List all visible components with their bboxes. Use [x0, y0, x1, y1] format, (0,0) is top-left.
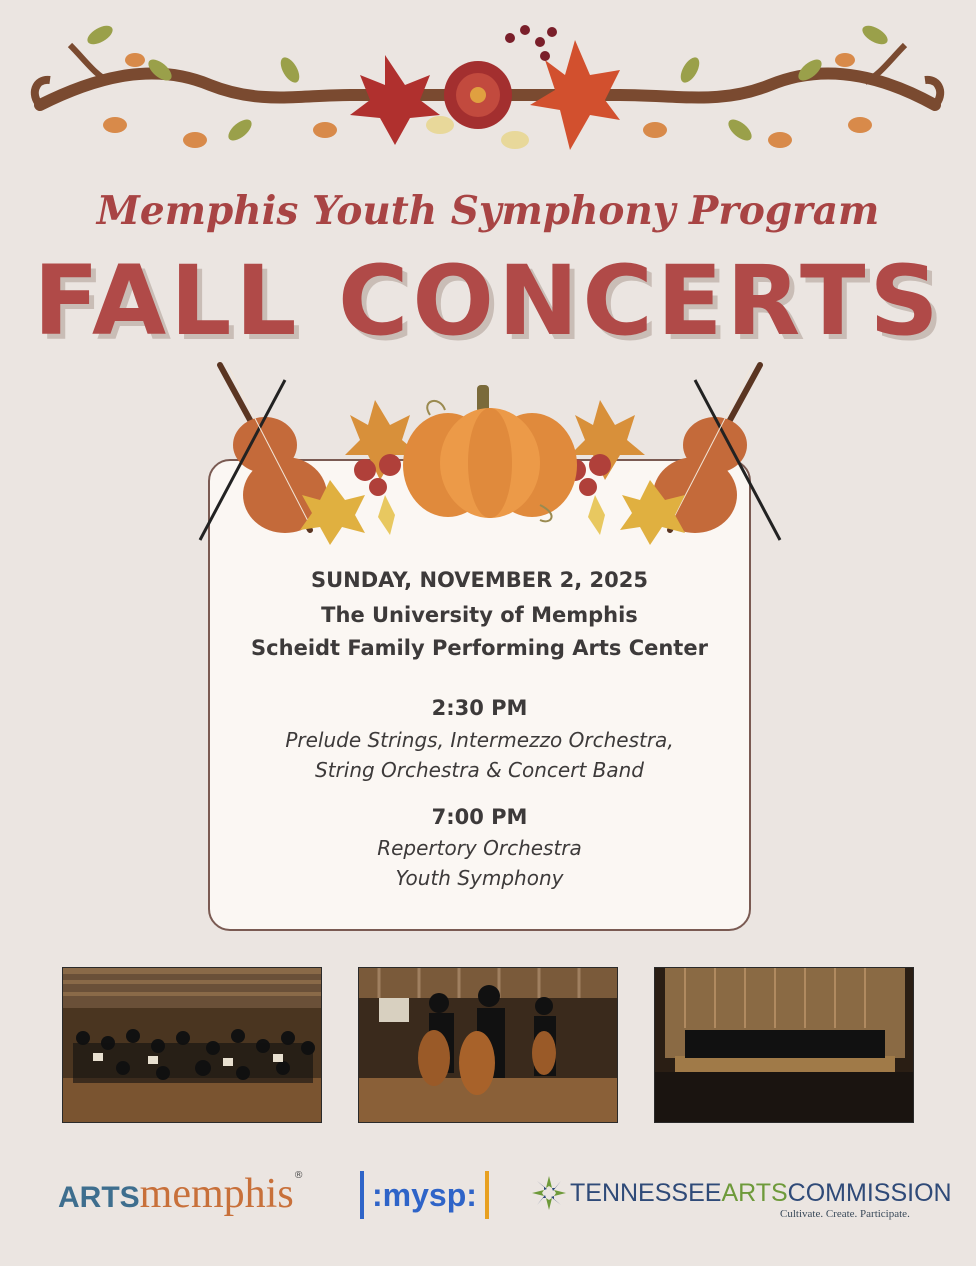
tn-word-arts: ARTS: [721, 1178, 788, 1207]
orchestra-photo-1: [62, 967, 322, 1123]
star-burst-icon: [532, 1176, 566, 1210]
venue-line-1: The University of Memphis: [321, 603, 638, 627]
session-ensembles: Youth Symphony: [395, 866, 564, 890]
mysp-bar-left: [360, 1171, 364, 1219]
venue-line-2: Scheidt Family Performing Arts Center: [251, 636, 708, 660]
artsmemphis-caps: ARTS: [58, 1181, 140, 1214]
orchestra-photo-2: [358, 967, 618, 1123]
mysp-bar-right: [485, 1171, 489, 1219]
session-time: 2:30 PM: [431, 696, 528, 720]
orchestra-photo-3: [654, 967, 914, 1123]
program-subtitle: Memphis Youth Symphony Program: [96, 188, 880, 234]
tn-tagline: Cultivate. Create. Participate.: [780, 1208, 910, 1220]
page-title: FALL CONCERTS: [33, 245, 943, 357]
session-time: 7:00 PM: [431, 805, 528, 829]
session-ensembles: Prelude Strings, Intermezzo Orchestra,: [285, 728, 674, 752]
left-violin-icon: [200, 365, 327, 540]
session-ensembles: String Orchestra & Concert Band: [315, 758, 644, 782]
violins-pumpkin-illustration: [190, 355, 790, 555]
mysp-logo: [360, 1170, 489, 1220]
artsmemphis-lower: memphis: [139, 1171, 294, 1217]
artsmemphis-logo: [58, 1170, 304, 1220]
pumpkin-icon: [403, 385, 577, 521]
mysp-wordmark: :mysp:: [372, 1176, 477, 1213]
event-date: SUNDAY, NOVEMBER 2, 2025: [311, 568, 648, 592]
registered-mark: ®: [293, 1170, 304, 1181]
tn-word-tennessee: TENNESSEE: [570, 1178, 722, 1207]
tennessee-arts-commission-logo: [532, 1176, 952, 1210]
session-ensembles: Repertory Orchestra: [377, 836, 582, 860]
autumn-garland-illustration: [0, 0, 976, 175]
tn-word-commission: COMMISSION: [787, 1178, 952, 1207]
